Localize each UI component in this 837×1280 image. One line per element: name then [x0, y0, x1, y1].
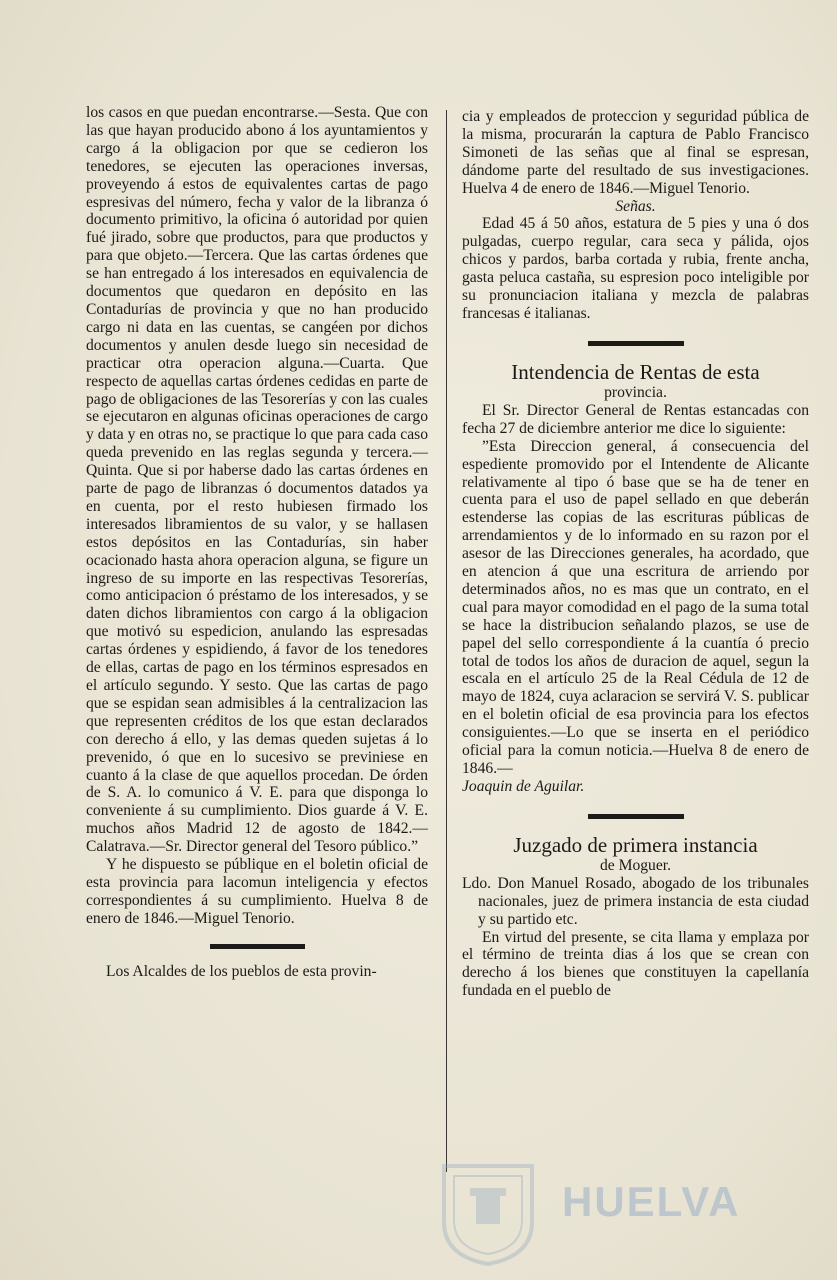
intendencia-paragraph-2: ”Esta Direccion general, á consecuencia del espediente promovido por el Intendente de Alicante relativamente al tipo ó base que se ha de tener en cuenta para el uso de papel sellado en que deberán estenderse las copias de las escrituras públicas de arrendamientos y de lo informado en su razon por el asesor de las Direcciones generales, ha acordado, que en atencion á que una escritura de arriendo por determinados años, no es mas que un contrato, en el cual para mayor comodidad en el pago de la suma total se hace la distribucion señalando plazos, se use de papel del sello correspondiente á la cuantía ó precio total de todos los años de duracion de aquel, segun la escala en el artículo 25 de la Real Cédula de 12 de mayo de 1824, cuya aclaracion se servirá V. S. publicar en el boletin oficial de esa provincia para los efectos consiguientes.—Lo que se inserta en el periódico oficial para la comun noticia.—Huelva 8 de enero de 1846.—	[462, 437, 809, 777]
left-paragraph-1: los casos en que puedan encontrarse.—Sesta. Que con las que hayan producido abono á los ayuntamientos y cargo á la obligacion por que se cedieron los tenedores, se ejecuten las operaciones inversas, proveyendo á estos de equivalentes cartas de pago espresivas del número, fecha y valor de la libranza ó documento primitivo, la oficina ó autoridad por quien fué jirado, sobre que productos, para que productos y para que objeto.—Tercera. Que las cartas órdenes que se han entregado á los interesados en equivalencia de documentos que quedaron en depósito en las Contadurías de provincia y que no han producido cargo ni data en las cuentas, se cangéen por dichos documentos y anulen desde luego sin necesidad de practicar otra operacion alguna.—Cuarta. Que respecto de aquellas cartas órdenes cedidas en parte de pago de obligaciones de las Tesorerías y con las cuales se ejecutaron en algunas oficinas operaciones de cargo y data y en otras no, se practique lo que para cada caso queda prevenido en las reglas segunda y tercera.—Quinta. Que si por haberse dado las cartas órdenes en parte de pago de libranzas ó documentos datados ya en cuenta, por el resto hubiesen firmado los interesados libramientos de su valor, y se hallasen estos depósitos en las Contadurías, sin haber ocacionado hasta ahora operacion alguna, se figure un ingreso de su importe en las respectivas Tesorerías, como anticipacion ó préstamo de los interesados, y se daten dichos libramientos con cargo á la obligacion que motivó su espedicion, anulando las espresadas cartas órdenes y espidiendo, á favor de los tenedores de ellas, cartas de pago en los términos espresados en el artículo segundo. Y sesto. Que las cartas de pago que se espidan sean admisibles á la centralizacion las que representen créditos de los que estan declarados con derecho á ello, y las demas queden sujetas á lo prevenido, ó que en lo sucesivo se previniese en cuanto á la clase de que aquellos procedan. De órden de S. A. lo comunico á V. E. para que disponga lo conveniente á su cumplimiento. Dios guarde á V. E. muchos años Madrid 12 de agosto de 1842.—Calatrava.—Sr. Director general del Tesoro público.”	[86, 104, 428, 856]
senas-title: Señas.	[615, 197, 656, 215]
section-heading-intendencia: Intendencia de Rentas de esta	[511, 359, 760, 384]
section-divider	[210, 944, 305, 949]
section-divider	[588, 814, 684, 819]
juzgado-paragraph-1: Ldo. Don Manuel Rosado, abogado de los tribunales nacionales, juez de primera instancia de esta ciudad y su partido etc.	[462, 874, 809, 928]
section-divider	[588, 341, 684, 346]
section-heading-juzgado: Juzgado de primera instancia	[513, 832, 758, 857]
left-paragraph-3: Los Alcaldes de los pueblos de esta provin-	[106, 962, 377, 980]
column-divider	[446, 110, 447, 1172]
juzgado-paragraph-2: En virtud del presente, se cita llama y emplaza por el término de treinta dias á los que se crean con derecho á los bienes que constituyen la capellanía fundada en el pueblo de	[462, 928, 809, 1000]
archive-seal-watermark	[436, 1160, 540, 1268]
intendencia-paragraph-1: El Sr. Director General de Rentas estancadas con fecha 27 de diciembre anterior me dice lo siguiente:	[462, 401, 809, 437]
section-subheading-intendencia: provincia.	[604, 383, 667, 401]
left-paragraph-2: Y he dispuesto se públique en el boletin oficial de esta provincia para lacomun inteligencia y efectos correspondientes á su cumplimiento. Huelva 8 de enero de 1846.—Miguel Tenorio.	[86, 856, 428, 927]
section-subheading-juzgado: de Moguer.	[599, 856, 672, 874]
intendencia-signature: Joaquin de Aguilar.	[462, 777, 585, 795]
right-column	[462, 108, 809, 1000]
senas-text: Edad 45 á 50 años, estatura de 5 pies y una ó dos pulgadas, cuerpo regular, cara seca y pálida, ojos chicos y pardos, barba cortada y rubia, frente ancha, gasta peluca castaña, su espresion poco inteligible por su pronunciacion italiana y mezcla de palabras francesas é italianas.	[462, 215, 809, 322]
left-column	[86, 104, 428, 981]
right-continuation: cia y empleados de proteccion y seguridad pública de la misma, procurarán la captura de Pablo Francisco Simoneti de las señas que al final se espresan, dándome parte del resultado de sus investigaciones. Huelva 4 de enero de 1846.—Miguel Tenorio.	[462, 108, 809, 197]
archive-watermark-text: HUELVA	[562, 1178, 741, 1225]
